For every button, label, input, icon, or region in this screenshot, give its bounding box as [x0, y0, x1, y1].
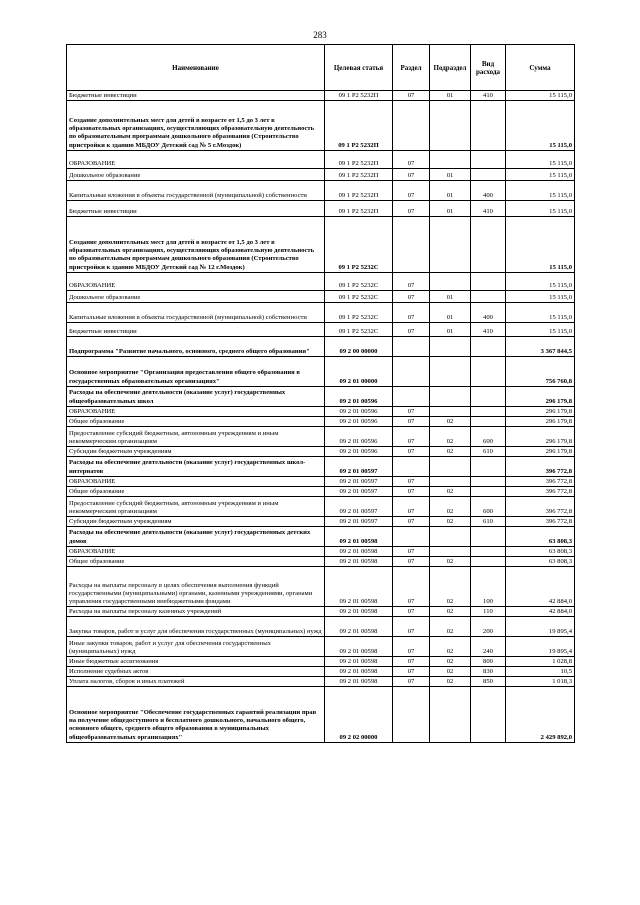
cell-target: 09 2 01 00598 — [325, 617, 393, 637]
cell-expense-type: 610 — [471, 447, 506, 457]
cell-expense-type: 610 — [471, 517, 506, 527]
cell-subsection — [430, 407, 471, 417]
cell-subsection: 02 — [430, 517, 471, 527]
cell-section — [393, 687, 430, 743]
cell-subsection: 02 — [430, 617, 471, 637]
cell-sum: 396 772,8 — [506, 517, 575, 527]
cell-sum: 15 115,0 — [506, 181, 575, 201]
cell-expense-type — [471, 527, 506, 547]
cell-target: 09 1 P2 5232П — [325, 151, 393, 169]
cell-subsection: 02 — [430, 497, 471, 517]
table-row — [67, 667, 575, 677]
cell-expense-type: 410 — [471, 201, 506, 217]
cell-expense-type — [471, 151, 506, 169]
cell-subsection — [430, 687, 471, 743]
cell-target: 09 1 P2 5232С — [325, 323, 393, 337]
cell-sum: 296 179,8 — [506, 417, 575, 427]
cell-target: 09 1 P2 5232П — [325, 201, 393, 217]
cell-expense-type — [471, 101, 506, 151]
cell-subsection — [430, 547, 471, 557]
cell-section: 07 — [393, 677, 430, 687]
table-row — [67, 487, 575, 497]
cell-subsection: 01 — [430, 181, 471, 201]
cell-name: Предоставление субсидий бюджетным, автономным учреждениям и иным некоммерческим организациям — [67, 497, 325, 517]
cell-name: Капитальные вложения в объекты государственной (муниципальной) собственности — [67, 181, 325, 201]
cell-expense-type: 400 — [471, 303, 506, 323]
cell-subsection: 02 — [430, 487, 471, 497]
cell-target: 09 2 01 00596 — [325, 407, 393, 417]
table-row — [67, 607, 575, 617]
cell-subsection — [430, 101, 471, 151]
cell-section — [393, 387, 430, 407]
cell-name: Бюджетные инвестиции — [67, 201, 325, 217]
cell-name: Капитальные вложения в объекты государственной (муниципальной) собственности — [67, 303, 325, 323]
cell-sum: 396 772,8 — [506, 487, 575, 497]
cell-subsection: 02 — [430, 677, 471, 687]
cell-name: ОБРАЗОВАНИЕ — [67, 547, 325, 557]
cell-expense-type: 830 — [471, 667, 506, 677]
cell-name: Предоставление субсидий бюджетным, автономным учреждениям и иным некоммерческим организациям — [67, 427, 325, 447]
cell-sum: 15 115,0 — [506, 151, 575, 169]
table-row — [67, 91, 575, 101]
cell-name: Закупка товаров, работ и услуг для обеспечения государственных (муниципальных) нужд — [67, 617, 325, 637]
cell-name: Основное мероприятие "Организация предоставления общего образования в государственных образовательных организациях" — [67, 357, 325, 387]
cell-sum: 63 808,3 — [506, 557, 575, 567]
cell-sum: 15 115,0 — [506, 201, 575, 217]
cell-section: 07 — [393, 667, 430, 677]
cell-section — [393, 357, 430, 387]
table-row — [67, 337, 575, 357]
cell-target: 09 1 P2 5232П — [325, 169, 393, 181]
cell-expense-type: 600 — [471, 497, 506, 517]
table-row — [67, 517, 575, 527]
cell-section: 07 — [393, 497, 430, 517]
cell-subsection: 01 — [430, 323, 471, 337]
cell-target: 09 2 01 00596 — [325, 427, 393, 447]
cell-expense-type: 110 — [471, 607, 506, 617]
cell-sum: 19 895,4 — [506, 637, 575, 657]
cell-target: 09 2 01 00596 — [325, 447, 393, 457]
table-row — [67, 407, 575, 417]
header-name: Наименование — [67, 45, 325, 91]
cell-subsection: 02 — [430, 427, 471, 447]
cell-expense-type: 600 — [471, 427, 506, 447]
table-row — [67, 291, 575, 303]
table-row — [67, 101, 575, 151]
cell-target: 09 2 01 00597 — [325, 487, 393, 497]
cell-section — [393, 217, 430, 273]
cell-target: 09 2 01 00598 — [325, 567, 393, 607]
table-row — [67, 417, 575, 427]
header-subsection: Подраздел — [430, 45, 471, 91]
cell-subsection — [430, 477, 471, 487]
cell-sum: 3 367 844,5 — [506, 337, 575, 357]
table-row — [67, 637, 575, 657]
cell-section: 07 — [393, 151, 430, 169]
cell-section: 07 — [393, 169, 430, 181]
cell-target: 09 1 P2 5232С — [325, 273, 393, 291]
cell-subsection: 02 — [430, 417, 471, 427]
table-row — [67, 447, 575, 457]
cell-name: Субсидии бюджетным учреждениям — [67, 517, 325, 527]
table-row — [67, 323, 575, 337]
cell-name: Бюджетные инвестиции — [67, 91, 325, 101]
table-row — [67, 497, 575, 517]
cell-section: 07 — [393, 447, 430, 457]
table-body — [67, 91, 575, 743]
cell-target: 09 2 00 00000 — [325, 337, 393, 357]
cell-name: Расходы на выплаты персоналу казенных учреждений — [67, 607, 325, 617]
cell-expense-type — [471, 547, 506, 557]
cell-expense-type — [471, 217, 506, 273]
cell-subsection: 01 — [430, 201, 471, 217]
cell-section: 07 — [393, 657, 430, 667]
table-row — [67, 687, 575, 743]
cell-section: 07 — [393, 323, 430, 337]
cell-subsection: 02 — [430, 557, 471, 567]
cell-target: 09 1 P2 5232П — [325, 181, 393, 201]
cell-expense-type: 410 — [471, 323, 506, 337]
cell-target: 09 1 P2 5232С — [325, 303, 393, 323]
cell-name: ОБРАЗОВАНИЕ — [67, 407, 325, 417]
cell-expense-type — [471, 337, 506, 357]
cell-target: 09 1 P2 5232П — [325, 101, 393, 151]
cell-sum: 42 884,0 — [506, 567, 575, 607]
table-row — [67, 547, 575, 557]
cell-expense-type — [471, 417, 506, 427]
cell-name: Расходы на обеспечение деятельности (оказание услуг) государственных школ-интернатов — [67, 457, 325, 477]
header-section: Раздел — [393, 45, 430, 91]
cell-name: ОБРАЗОВАНИЕ — [67, 273, 325, 291]
cell-sum: 1 018,3 — [506, 677, 575, 687]
cell-target: 09 2 01 00597 — [325, 457, 393, 477]
cell-subsection: 02 — [430, 667, 471, 677]
cell-sum: 15 115,0 — [506, 169, 575, 181]
header-sum: Сумма — [506, 45, 575, 91]
cell-subsection — [430, 357, 471, 387]
cell-expense-type — [471, 557, 506, 567]
cell-subsection — [430, 527, 471, 547]
cell-sum: 15 115,0 — [506, 303, 575, 323]
cell-target: 09 2 01 00598 — [325, 637, 393, 657]
cell-section: 07 — [393, 617, 430, 637]
cell-expense-type — [471, 487, 506, 497]
cell-section: 07 — [393, 557, 430, 567]
cell-section: 07 — [393, 477, 430, 487]
cell-name: Иные бюджетные ассигнования — [67, 657, 325, 667]
cell-section: 07 — [393, 303, 430, 323]
cell-expense-type — [471, 687, 506, 743]
cell-section: 07 — [393, 487, 430, 497]
cell-sum: 63 808,3 — [506, 547, 575, 557]
cell-section: 07 — [393, 517, 430, 527]
cell-subsection: 01 — [430, 291, 471, 303]
cell-target: 09 2 01 00000 — [325, 357, 393, 387]
cell-section — [393, 101, 430, 151]
cell-expense-type: 400 — [471, 181, 506, 201]
cell-sum: 296 179,8 — [506, 447, 575, 457]
cell-name: ОБРАЗОВАНИЕ — [67, 477, 325, 487]
cell-section: 07 — [393, 567, 430, 607]
cell-expense-type — [471, 407, 506, 417]
cell-subsection — [430, 217, 471, 273]
cell-sum: 19 895,4 — [506, 617, 575, 637]
cell-name: Бюджетные инвестиции — [67, 323, 325, 337]
cell-name: Расходы на обеспечение деятельности (оказание услуг) государственных детских домов — [67, 527, 325, 547]
table-row — [67, 567, 575, 607]
cell-target: 09 2 01 00597 — [325, 517, 393, 527]
cell-subsection — [430, 273, 471, 291]
cell-sum: 756 760,8 — [506, 357, 575, 387]
cell-sum: 396 772,8 — [506, 497, 575, 517]
budget-table — [66, 44, 575, 743]
cell-target: 09 2 01 00596 — [325, 387, 393, 407]
cell-target: 09 2 01 00598 — [325, 527, 393, 547]
cell-section: 07 — [393, 91, 430, 101]
cell-subsection: 02 — [430, 637, 471, 657]
cell-expense-type — [471, 357, 506, 387]
cell-target: 09 2 01 00598 — [325, 547, 393, 557]
cell-expense-type — [471, 291, 506, 303]
cell-section: 07 — [393, 607, 430, 617]
cell-name: Общее образование — [67, 487, 325, 497]
table-row — [67, 387, 575, 407]
cell-target: 09 1 P2 5232П — [325, 91, 393, 101]
cell-name: ОБРАЗОВАНИЕ — [67, 151, 325, 169]
cell-section: 07 — [393, 417, 430, 427]
cell-expense-type — [471, 457, 506, 477]
table-row — [67, 427, 575, 447]
cell-target: 09 2 01 00598 — [325, 657, 393, 667]
header-expense-type: Вид расхода — [471, 45, 506, 91]
cell-subsection: 02 — [430, 657, 471, 667]
cell-section: 07 — [393, 201, 430, 217]
cell-sum: 15 115,0 — [506, 291, 575, 303]
cell-section: 07 — [393, 637, 430, 657]
cell-sum: 396 772,8 — [506, 477, 575, 487]
cell-name: Субсидии бюджетным учреждениям — [67, 447, 325, 457]
cell-section: 07 — [393, 181, 430, 201]
header-target: Целевая статья — [325, 45, 393, 91]
table-row — [67, 151, 575, 169]
cell-expense-type: 850 — [471, 677, 506, 687]
table-row — [67, 217, 575, 273]
cell-sum: 15 115,0 — [506, 273, 575, 291]
cell-expense-type: 100 — [471, 567, 506, 607]
cell-subsection: 01 — [430, 303, 471, 323]
cell-target: 09 2 01 00598 — [325, 667, 393, 677]
cell-subsection: 01 — [430, 91, 471, 101]
cell-sum: 2 429 892,0 — [506, 687, 575, 743]
cell-section: 07 — [393, 547, 430, 557]
table-row — [67, 477, 575, 487]
cell-name: Расходы на обеспечение деятельности (оказание услуг) государственных общеобразовательных школ — [67, 387, 325, 407]
cell-name: Общее образование — [67, 557, 325, 567]
cell-sum: 296 179,8 — [506, 407, 575, 417]
cell-name: Создание дополнительных мест для детей в возрасте от 1,5 до 3 лет в образовательных организациях, осуществляющих образовательную деятельность по образовательным программам дошкольного образования (Строительство пристройки к зданию МБДОУ Детский сад № 12 г.Моздок) — [67, 217, 325, 273]
cell-sum: 396 772,8 — [506, 457, 575, 477]
page-number: 283 — [313, 30, 327, 40]
cell-expense-type — [471, 477, 506, 487]
cell-expense-type: 800 — [471, 657, 506, 667]
cell-sum: 15 115,0 — [506, 323, 575, 337]
table-row — [67, 457, 575, 477]
cell-section: 07 — [393, 291, 430, 303]
cell-sum: 10,5 — [506, 667, 575, 677]
table-row — [67, 527, 575, 547]
table-row — [67, 677, 575, 687]
table-row — [67, 357, 575, 387]
cell-sum: 1 028,8 — [506, 657, 575, 667]
cell-subsection — [430, 151, 471, 169]
cell-subsection — [430, 337, 471, 357]
cell-name: Дошкольное образование — [67, 291, 325, 303]
cell-expense-type — [471, 387, 506, 407]
cell-subsection: 02 — [430, 607, 471, 617]
cell-target: 09 2 01 00598 — [325, 557, 393, 567]
cell-expense-type: 200 — [471, 617, 506, 637]
cell-target: 09 2 01 00598 — [325, 607, 393, 617]
cell-section: 07 — [393, 407, 430, 417]
cell-sum: 15 115,0 — [506, 101, 575, 151]
table-row — [67, 303, 575, 323]
cell-target: 09 2 01 00596 — [325, 417, 393, 427]
cell-target: 09 2 01 00597 — [325, 497, 393, 517]
cell-name: Создание дополнительных мест для детей в возрасте от 1,5 до 3 лет в образовательных организациях, осуществляющих образовательную деятельность по образовательным программам дошкольного образования (Строительство пристройки к зданию МБДОУ Детский сад № 5 г.Моздок) — [67, 101, 325, 151]
table-header-row — [67, 45, 575, 91]
cell-subsection: 01 — [430, 169, 471, 181]
cell-name: Подпрограмма "Развитие начального, основного, среднего общего образования" — [67, 337, 325, 357]
cell-name: Иные закупки товаров, работ и услуг для обеспечения государственных (муниципальных) нужд — [67, 637, 325, 657]
cell-section: 07 — [393, 427, 430, 447]
table-row — [67, 273, 575, 291]
cell-section: 07 — [393, 273, 430, 291]
cell-sum: 63 808,3 — [506, 527, 575, 547]
cell-section — [393, 527, 430, 547]
cell-sum: 296 179,8 — [506, 387, 575, 407]
table-row — [67, 557, 575, 567]
cell-target: 09 2 01 00597 — [325, 477, 393, 487]
cell-target: 09 1 P2 5232С — [325, 217, 393, 273]
cell-sum: 15 115,0 — [506, 91, 575, 101]
cell-subsection: 02 — [430, 447, 471, 457]
cell-target: 09 2 01 00598 — [325, 677, 393, 687]
table-row — [67, 657, 575, 667]
table-row — [67, 617, 575, 637]
table-row — [67, 181, 575, 201]
cell-subsection — [430, 457, 471, 477]
cell-section — [393, 337, 430, 357]
cell-name: Исполнение судебных актов — [67, 667, 325, 677]
cell-name: Уплата налогов, сборов и иных платежей — [67, 677, 325, 687]
cell-expense-type — [471, 273, 506, 291]
cell-target: 09 2 02 00000 — [325, 687, 393, 743]
cell-target: 09 1 P2 5232С — [325, 291, 393, 303]
cell-subsection — [430, 387, 471, 407]
cell-expense-type — [471, 169, 506, 181]
cell-sum: 42 884,0 — [506, 607, 575, 617]
cell-name: Основное мероприятие "Обеспечение государственных гарантий реализации прав на получение общедоступного и бесплатного дошкольного, начального общего, основного общего, среднего общего образования в муниципальных общеобразовательных организациях" — [67, 687, 325, 743]
cell-expense-type: 240 — [471, 637, 506, 657]
cell-sum: 15 115,0 — [506, 217, 575, 273]
cell-name: Дошкольное образование — [67, 169, 325, 181]
cell-sum: 296 179,8 — [506, 427, 575, 447]
cell-name: Расходы на выплаты персоналу в целях обеспечения выполнения функций государственными (муниципальными) органами, казенными учреждениями, органами управления государственными внебюджетными фондами — [67, 567, 325, 607]
cell-expense-type: 410 — [471, 91, 506, 101]
cell-subsection: 02 — [430, 567, 471, 607]
table-row — [67, 169, 575, 181]
cell-name: Общее образование — [67, 417, 325, 427]
table-row — [67, 201, 575, 217]
cell-section — [393, 457, 430, 477]
